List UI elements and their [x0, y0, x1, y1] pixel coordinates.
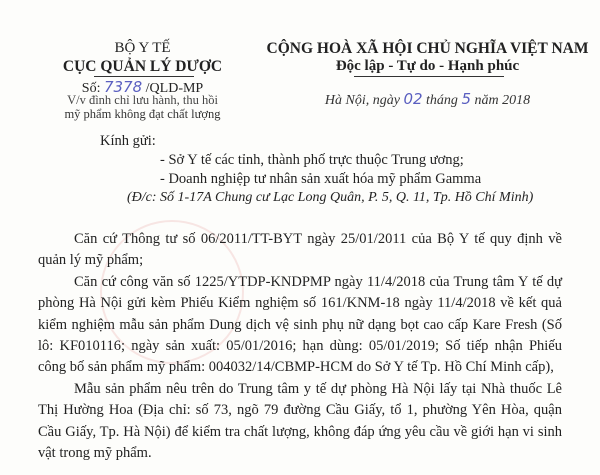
- date-prefix: Hà Nội, ngày: [324, 93, 400, 108]
- recipient-item-1: - Sở Y tế các tỉnh, thành phố trực thuộc Trung ương;: [160, 152, 464, 168]
- recipients-label: Kính gửi:: [100, 133, 156, 149]
- handwritten-number: 7378: [103, 78, 143, 96]
- country-name: CỘNG HOÀ XÃ HỘI CHỦ NGHĨA VIỆT NAM: [266, 40, 589, 57]
- number-suffix: /QLD-MP: [145, 81, 204, 96]
- motto-underline: [354, 76, 504, 77]
- recipient-address: (Đ/c: Số 1-17A Chung cư Lạc Long Quân, P. 5, Q. 11, Tp. Hồ Chí Minh): [127, 190, 534, 205]
- recipient-item-2: - Doanh nghiệp tư nhân sản xuất hóa mỹ phẩm Gamma: [160, 171, 482, 187]
- number-prefix: Số:: [81, 81, 101, 96]
- national-motto: Độc lập - Tự do - Hạnh phúc: [335, 58, 520, 74]
- department-name: CỤC QUẢN LÝ DƯỢC: [62, 58, 223, 75]
- handwritten-month: 5: [461, 90, 471, 108]
- paragraph-sample-info: Mẫu sản phẩm nêu trên do Trung tâm y tế dự phòng Hà Nội lấy tại Nhà thuốc Lê Thị Hường Hoa (Địa chỉ: số 73, ngõ 79 đường Cầu Giấy, tổ 1, phường Yên Hòa, quận Cầu Giấy, Tp. Hà Nội) để kiểm tra chất lượng, không đáp ứng yêu cầu về giới hạn vi sinh vật trong mỹ phẩm.: [38, 381, 562, 461]
- issue-date: [255, 90, 600, 109]
- handwritten-day: 02: [403, 90, 423, 108]
- paragraph-legal-basis-2: Căn cứ công văn số 1225/YTDP-KNDPMP ngày 11/4/2018 của Trung tâm Y tế dự phòng Hà Nội gửi kèm Phiếu Kiểm nghiệm số 161/KNM-18 ngày 11/4/2018 về kết quả kiểm nghiệm mẫu sản phẩm Dung dịch vệ sinh phụ nữ dạng bọt cao cấp Kare Fresh (Số lô: KF010116; ngày sản xuất: 05/01/2016; hạn dùng: 05/01/2019; Số tiếp nhận Phiếu công bố sản phẩm mỹ phẩm: 004032/14/CBMP-HCM do Sở Y tế Tp. Hồ Chí Minh cấp),: [38, 274, 562, 376]
- subject-line-2: mỹ phẩm không đạt chất lượng: [64, 107, 221, 121]
- subject-line-1: V/v đình chỉ lưu hành, thu hồi: [67, 93, 218, 107]
- date-suffix: năm 2018: [474, 93, 531, 108]
- date-month-label: tháng: [426, 93, 458, 108]
- department-underline: [94, 76, 194, 77]
- paragraph-legal-basis-1: Căn cứ Thông tư số 06/2011/TT-BYT ngày 25/01/2011 của Bộ Y tế quy định về quản lý mỹ phẩm;: [38, 231, 562, 269]
- ministry-name: BỘ Y TẾ: [114, 40, 171, 56]
